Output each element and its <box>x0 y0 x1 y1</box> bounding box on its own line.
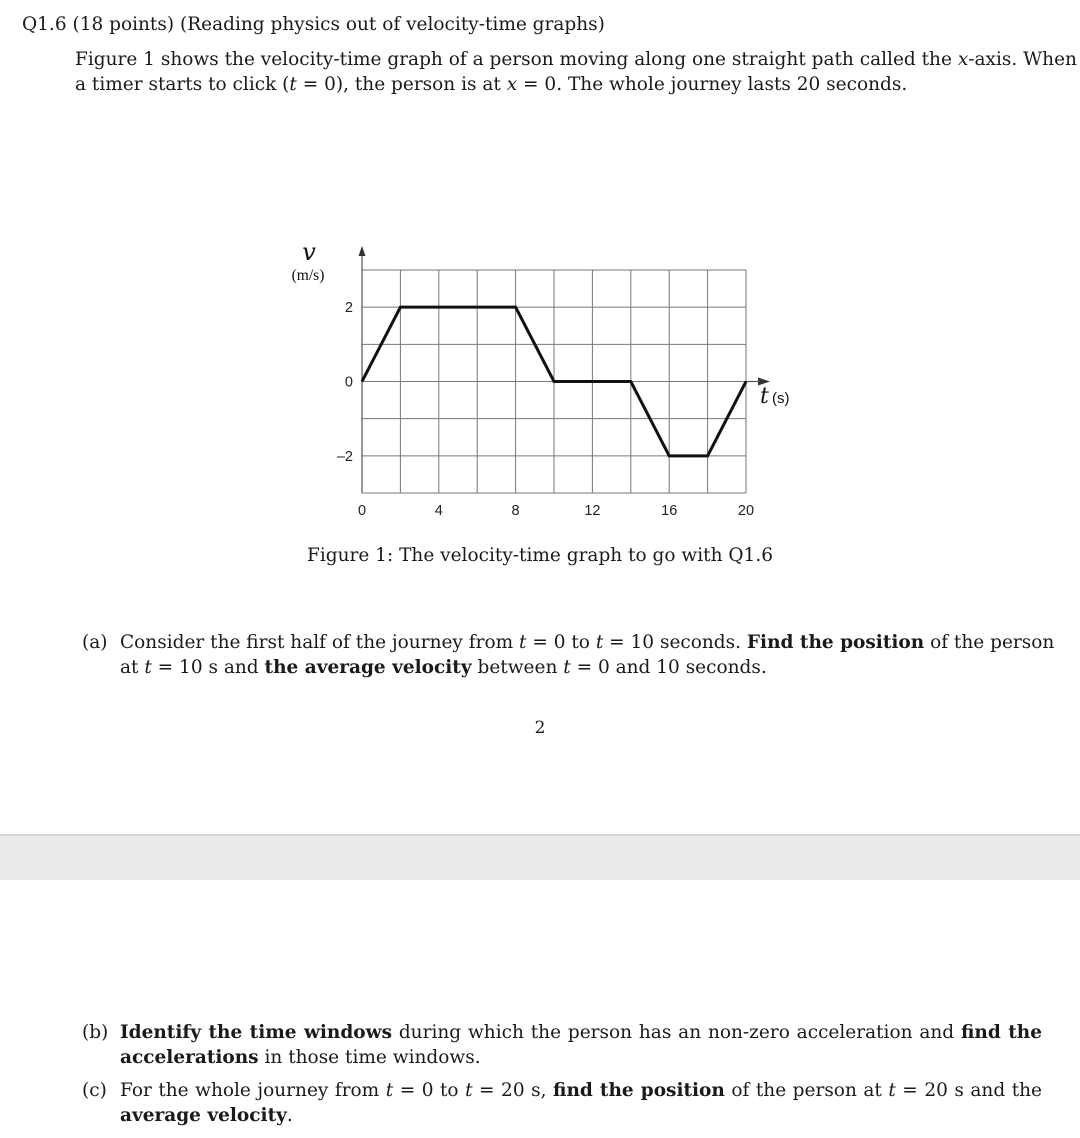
question-number: Q1.6 <box>22 14 67 35</box>
question-heading <box>22 14 605 35</box>
y-tick-label: 0 <box>344 374 353 391</box>
part-a-line-1: Consider the first half of the journey from t = 0 to t = 10 seconds. Find the position of the person <box>120 632 1055 653</box>
part-a <box>82 630 1055 680</box>
x-tick-label: 4 <box>434 503 443 519</box>
page-number: 2 <box>534 718 546 738</box>
x-tick-label: 0 <box>357 503 367 519</box>
part-b-line-2: accelerations in those time windows. <box>120 1047 481 1068</box>
x-axis-symbol: t <box>760 384 769 409</box>
part-b-line-1: Identify the time windows during which the person has an non-zero acceleration and find the <box>120 1022 1042 1043</box>
part-c-line-2: average velocity. <box>120 1105 293 1126</box>
question-topic: (Reading physics out of velocity-time graphs) <box>179 14 605 35</box>
page-separator <box>0 834 1080 880</box>
velocity-time-figure <box>260 236 820 536</box>
velocity-time-chart <box>260 236 820 536</box>
document-page-2 <box>0 880 1080 1138</box>
x-tick-label: 12 <box>584 503 601 519</box>
x-tick-label: 20 <box>737 503 755 519</box>
x-tick-label: 8 <box>511 503 520 519</box>
part-c <box>82 1078 1042 1128</box>
figure-caption: Figure 1: The velocity-time graph to go with Q1.6 <box>307 545 773 566</box>
x-tick-label: 16 <box>661 503 678 519</box>
question-points: (18 points) <box>72 14 175 35</box>
y-tick-label: 2 <box>344 300 353 317</box>
y-axis-symbol: v <box>302 238 316 266</box>
part-b-text <box>120 1020 1042 1070</box>
intro-line-1: Figure 1 shows the velocity-time graph of a person moving along one straight path called the x-axis. When <box>75 49 1077 70</box>
part-a-line-2: at t = 10 s and the average velocity between t = 0 and 10 seconds. <box>120 657 767 678</box>
part-b-label: (b) <box>82 1022 109 1043</box>
part-a-label: (a) <box>82 632 108 653</box>
x-axis-units: (s) <box>772 390 790 407</box>
y-axis-units: (m/s) <box>291 267 325 284</box>
y-axis-arrow-icon <box>359 246 366 256</box>
part-a-text <box>120 630 1055 680</box>
intro-line-2: a timer starts to click (t = 0), the person is at x = 0. The whole journey lasts 20 seconds. <box>75 74 908 95</box>
y-tick-label: –2 <box>336 448 353 465</box>
part-c-text <box>120 1078 1042 1128</box>
part-c-line-1: For the whole journey from t = 0 to t = 20 s, find the position of the person at t = 20 s and the <box>120 1080 1042 1101</box>
part-b <box>82 1020 1042 1070</box>
part-c-label: (c) <box>82 1080 107 1101</box>
question-intro <box>75 47 1077 97</box>
